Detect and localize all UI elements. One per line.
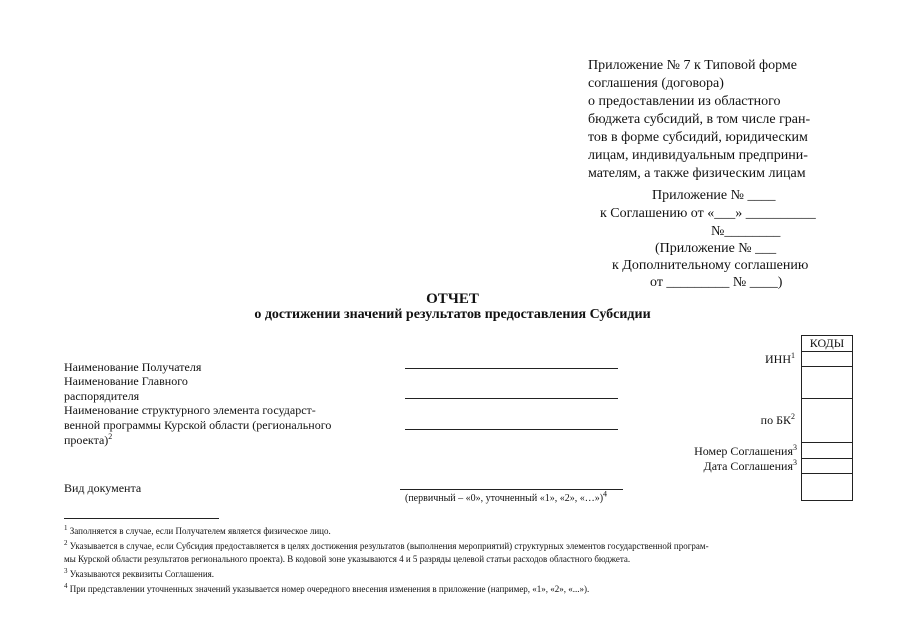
agreement-ref-appendix-no: Приложение № ____ xyxy=(652,188,776,203)
recipient-field-line[interactable] xyxy=(405,368,618,369)
main-manager-label: Наименование Главного xyxy=(64,374,188,388)
supplementary-agreement-label: к Дополнительному соглашению xyxy=(612,258,809,273)
supplementary-agreement-date-number: от _________ № ____) xyxy=(650,275,783,290)
bk-label: по $БК^2$ xyxy=(760,412,795,427)
footnote-separator xyxy=(64,518,219,519)
footnote-ref: 4 xyxy=(603,489,608,499)
inn-label: ИНН$^1$ xyxy=(765,351,795,366)
codes-divider xyxy=(802,366,852,367)
report-subtitle: о достижении значений результатов предоставления Субсидии xyxy=(254,307,651,322)
footnote-ref: 1 xyxy=(791,351,795,360)
doc-type-hint: (первичный – «0», уточненный «1», «2», «…»)$^4$ xyxy=(405,489,608,504)
structural-element-label-end: проекта)$^2$ xyxy=(64,432,113,447)
appendix-line: соглашения (договора) xyxy=(588,76,724,91)
footnote-3: $^3$ Указываются реквизиты Соглашения. xyxy=(64,567,215,579)
main-manager-label-cont: распорядителя xyxy=(64,389,140,403)
footnote-ref: 2 xyxy=(108,432,113,441)
supplementary-appendix-no: (Приложение № ___ xyxy=(655,241,777,256)
structural-element-label: Наименование структурного элемента государст- xyxy=(64,403,316,417)
footnote-ref: 3 xyxy=(793,443,797,452)
codes-divider xyxy=(802,442,852,443)
report-title: ОТЧЕТ xyxy=(426,291,479,307)
doc-type-field-line[interactable] xyxy=(400,489,623,490)
codes-table xyxy=(801,335,853,501)
footnote-2-cont: мы Курской области результатов регионального проекта). В кодовой зоне указываются 4 и 5 разряды целевой статьи расходов областного бюджета. xyxy=(64,554,631,564)
agreement-date-label: Дата Соглашения$^3$ xyxy=(703,458,797,473)
structural-element-field-line[interactable] xyxy=(405,429,618,430)
appendix-line: о предоставлении из областного xyxy=(588,94,781,109)
codes-divider xyxy=(802,458,852,459)
footnote-4: $^4$ При представлении уточненных значений указывается номер очередного внесения изменения в приложение (например, «1», «2», «...»). xyxy=(64,582,590,594)
appendix-line: бюджета субсидий, в том числе гран- xyxy=(588,112,811,127)
appendix-line: Приложение № 7 к Типовой форме xyxy=(588,58,797,73)
codes-divider xyxy=(802,473,852,474)
codes-header: КОДЫ xyxy=(809,336,845,350)
main-manager-field-line[interactable] xyxy=(405,398,618,399)
appendix-line: тов в форме субсидий, юридическим xyxy=(588,130,808,145)
doc-type-label: Вид документа xyxy=(64,481,142,495)
recipient-label: Наименование Получателя xyxy=(64,360,202,374)
footnote-ref: 2 xyxy=(791,412,795,421)
footnote-ref: 3 xyxy=(793,458,797,467)
structural-element-label-cont: венной программы Курской области (регионального xyxy=(64,418,332,432)
codes-divider xyxy=(802,398,852,399)
appendix-line: мателям, а также физическим лицам xyxy=(588,166,806,181)
agreement-number-label: Номер Соглашения$^3$ xyxy=(694,443,797,458)
footnote-1: $^1$ Заполняется в случае, если Получателем является физическое лицо. xyxy=(64,524,331,536)
agreement-ref-number: №________ xyxy=(711,224,781,239)
agreement-ref-date: к Соглашению от «___» __________ xyxy=(600,206,816,221)
appendix-line: лицам, индивидуальным предприни- xyxy=(588,148,808,163)
appendix-header xyxy=(588,57,848,183)
footnote-2: $^2$ Указывается в случае, если Субсидия предоставляется в целях достижения результатов (выполнения мероприятий) структурных элементов государственной програм- xyxy=(64,539,709,551)
codes-divider xyxy=(802,351,852,352)
